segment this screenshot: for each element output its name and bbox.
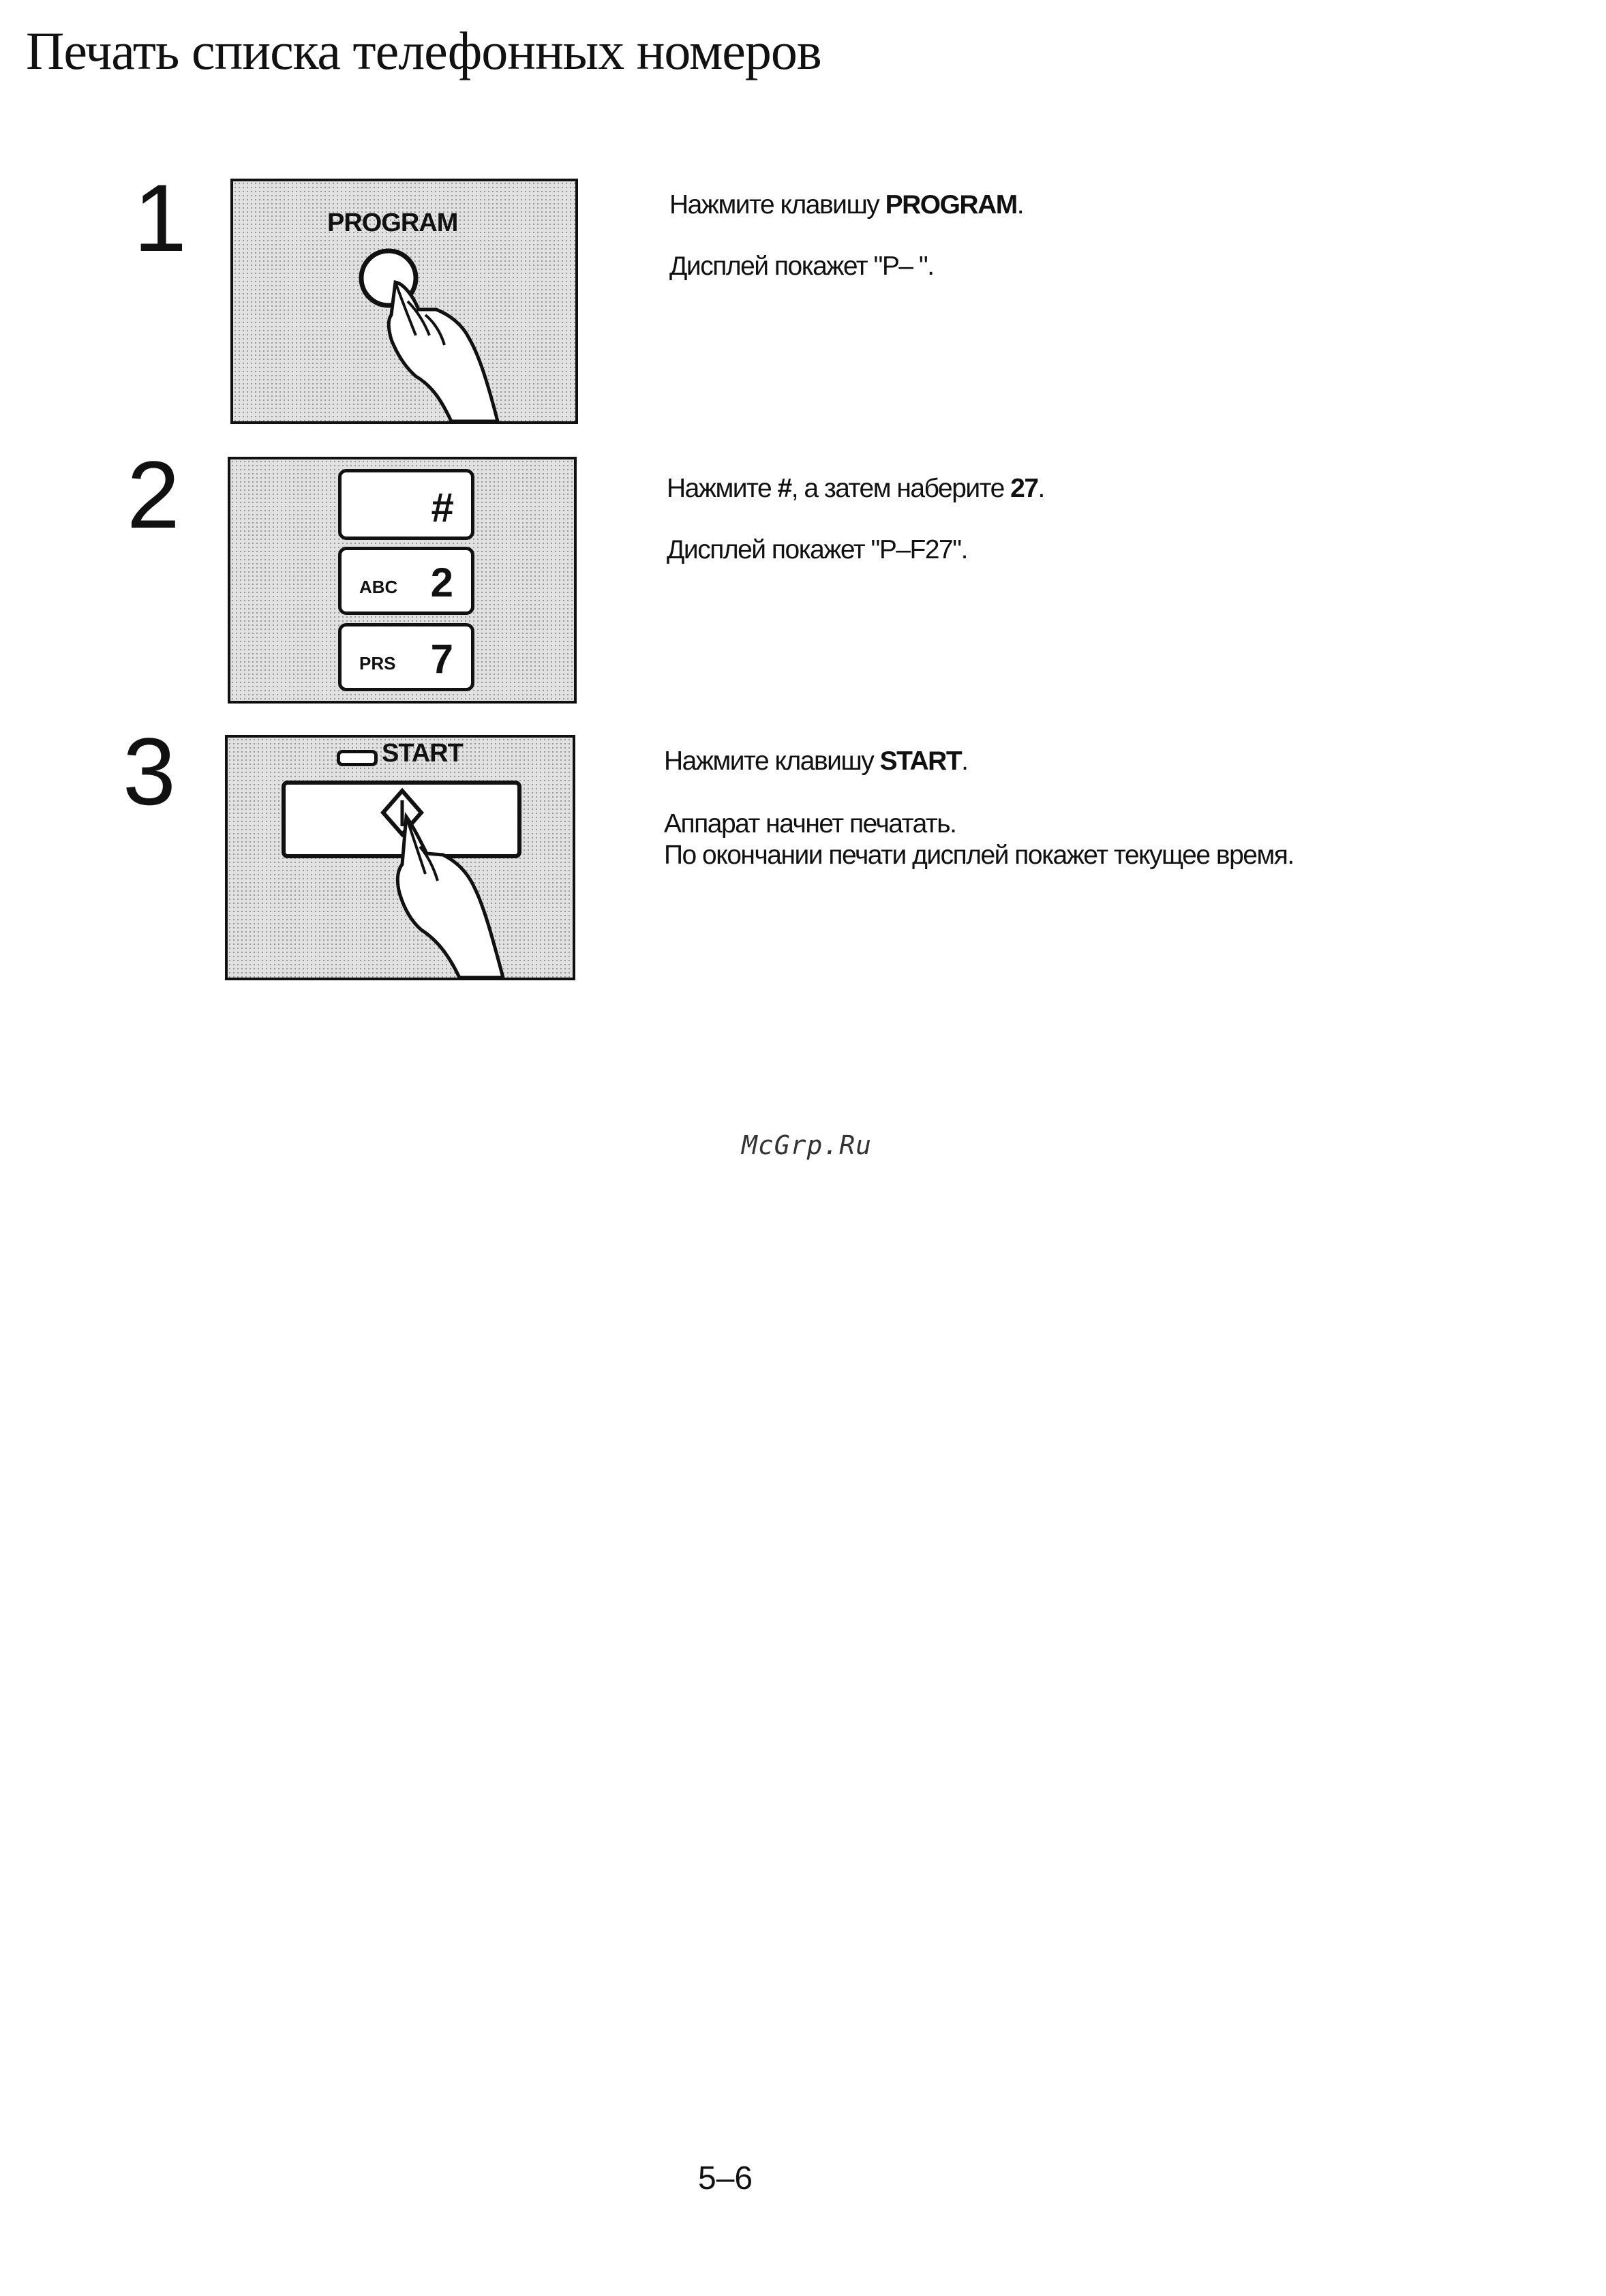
step-3-result-line2: По окончании печати дисплей покажет текущее время. [664, 841, 1294, 870]
watermark: McGrp.Ru [742, 1130, 873, 1160]
hash-key [338, 469, 474, 540]
step-1-display-text: Дисплей покажет "P– ". [669, 252, 934, 281]
page-number: 5–6 [698, 2160, 753, 2196]
key-2-sub: ABC [359, 577, 398, 597]
key-7-sub: PRS [359, 653, 396, 674]
key-7-main: 7 [430, 636, 453, 682]
step-1-instruction [669, 190, 1023, 222]
step-3-illustration [225, 735, 575, 980]
program-button-press-icon [233, 181, 575, 421]
step-1-key-name: PROGRAM [885, 190, 1017, 220]
key-2-main: 2 [430, 560, 453, 605]
start-button-press-icon [228, 738, 573, 978]
step-2-line1-prefix: Нажмите [667, 474, 778, 503]
program-key-label: PROGRAM [327, 209, 458, 237]
step-2-display-text: Дисплей покажет "P–F27". [667, 535, 967, 564]
step-3-line1-prefix: Нажмите клавишу [664, 746, 880, 776]
step-1-line1-prefix: Нажмите клавишу [669, 190, 885, 220]
step-1-number: 1 [134, 164, 187, 271]
step-3-line1-suffix: . [961, 746, 968, 776]
key-7-prs [338, 623, 474, 691]
step-2-code: 27 [1010, 474, 1038, 503]
step-2-line1-suffix: . [1037, 474, 1044, 503]
step-1-illustration [230, 179, 578, 424]
step-2-instruction [667, 473, 1044, 505]
step-2-line1-middle: , а затем наберите [791, 474, 1011, 503]
start-key-label: START [382, 739, 463, 768]
step-2-hash: # [777, 474, 791, 503]
step-3-key-name: START [879, 746, 962, 776]
step-3-result-line1: Аппарат начнет печатать. [664, 809, 956, 839]
step-2-illustration [228, 457, 577, 704]
step-1-line1-suffix: . [1016, 190, 1024, 220]
step-2-number: 2 [127, 441, 180, 548]
step-3-number: 3 [123, 718, 176, 825]
key-2-abc [338, 547, 474, 615]
step-3-instruction [664, 746, 968, 778]
hash-key-main: # [430, 485, 453, 530]
page-title: Печать списка телефонных номеров [26, 21, 821, 80]
